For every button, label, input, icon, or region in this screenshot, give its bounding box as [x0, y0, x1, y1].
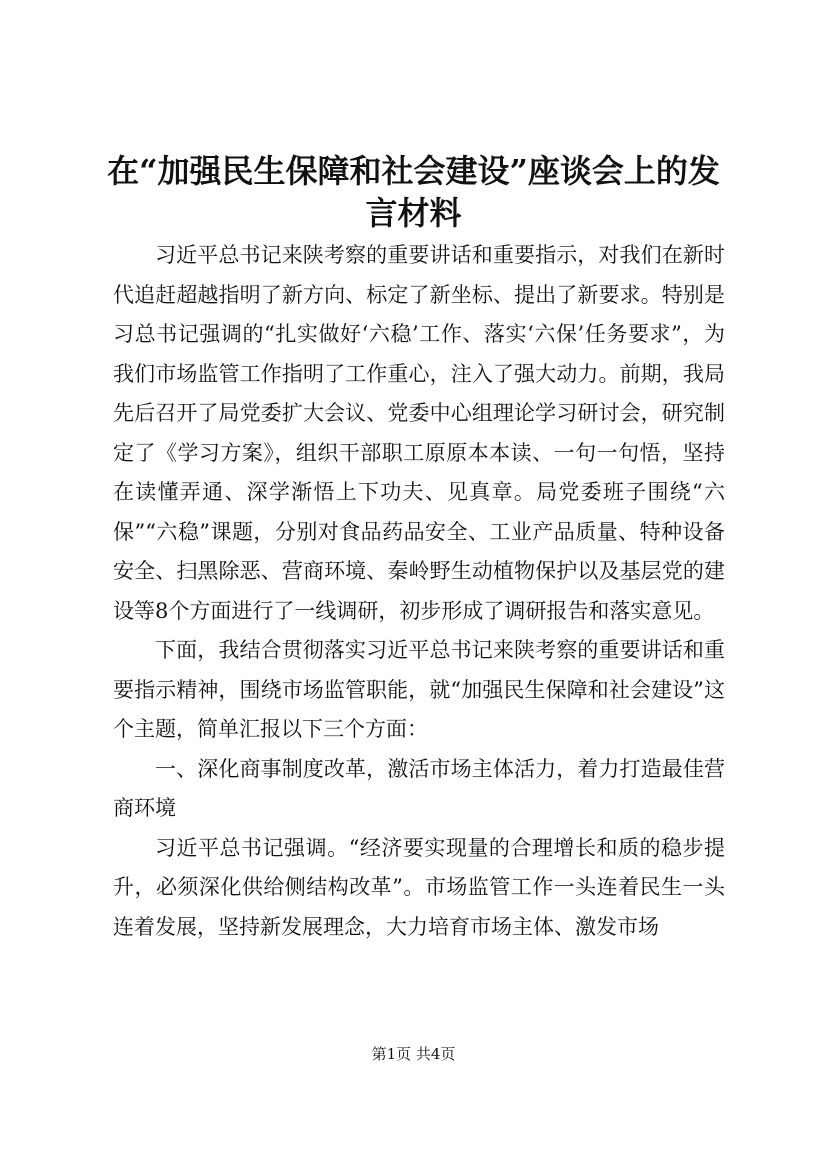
page-footer: 第1页 共4页 [371, 1045, 456, 1063]
paragraph: 习近平总书记来陕考察的重要讲话和重要指示，对我们在新时代追赶超越指明了新方向、标定了新坐标、提出了新要求。特别是习总书记强调的“扎实做好‘六稳’工作、落实‘六保’任务要求”，为我们市场监管工作指明了工作重心，注入了强大动力。前期，我局先后召开了局党委扩大会议、党委中心组理论学习研讨会，研究制定了《学习方案》，组织干部职工原原本本读、一句一句悟，坚持在读懂弄通、深学渐悟上下功夫、见真章。局党委班子围绕“六保”“六稳”课题，分别对食品药品安全、工业产品质量、特种设备安全、扫黑除恶、营商环境、秦岭野生动植物保护以及基层党的建设等8个方面进行了一线调研，初步形成了调研报告和落实意见。 [113, 243, 725, 623]
paragraph: 习近平总书记强调。“经济要实现量的合理增长和质的稳步提升，必须深化供给侧结构改革”。市场监管工作一头连着民生一头连着发展，坚持新发展理念，大力培育市场主体、激发市场 [113, 835, 725, 939]
document-title: 在“加强民生保障和社会建设”座谈会上的发言材料 [107, 152, 720, 232]
paragraph: 下面，我结合贯彻落实习近平总书记来陕考察的重要讲话和重要指示精神，围绕市场监管职能，就“加强民生保障和社会建设”这个主题，简单汇报以下三个方面： [113, 638, 725, 741]
section-heading: 一、深化商事制度改革，激活市场主体活力，着力打造最佳营商环境 [113, 756, 725, 820]
document-body [113, 236, 725, 947]
